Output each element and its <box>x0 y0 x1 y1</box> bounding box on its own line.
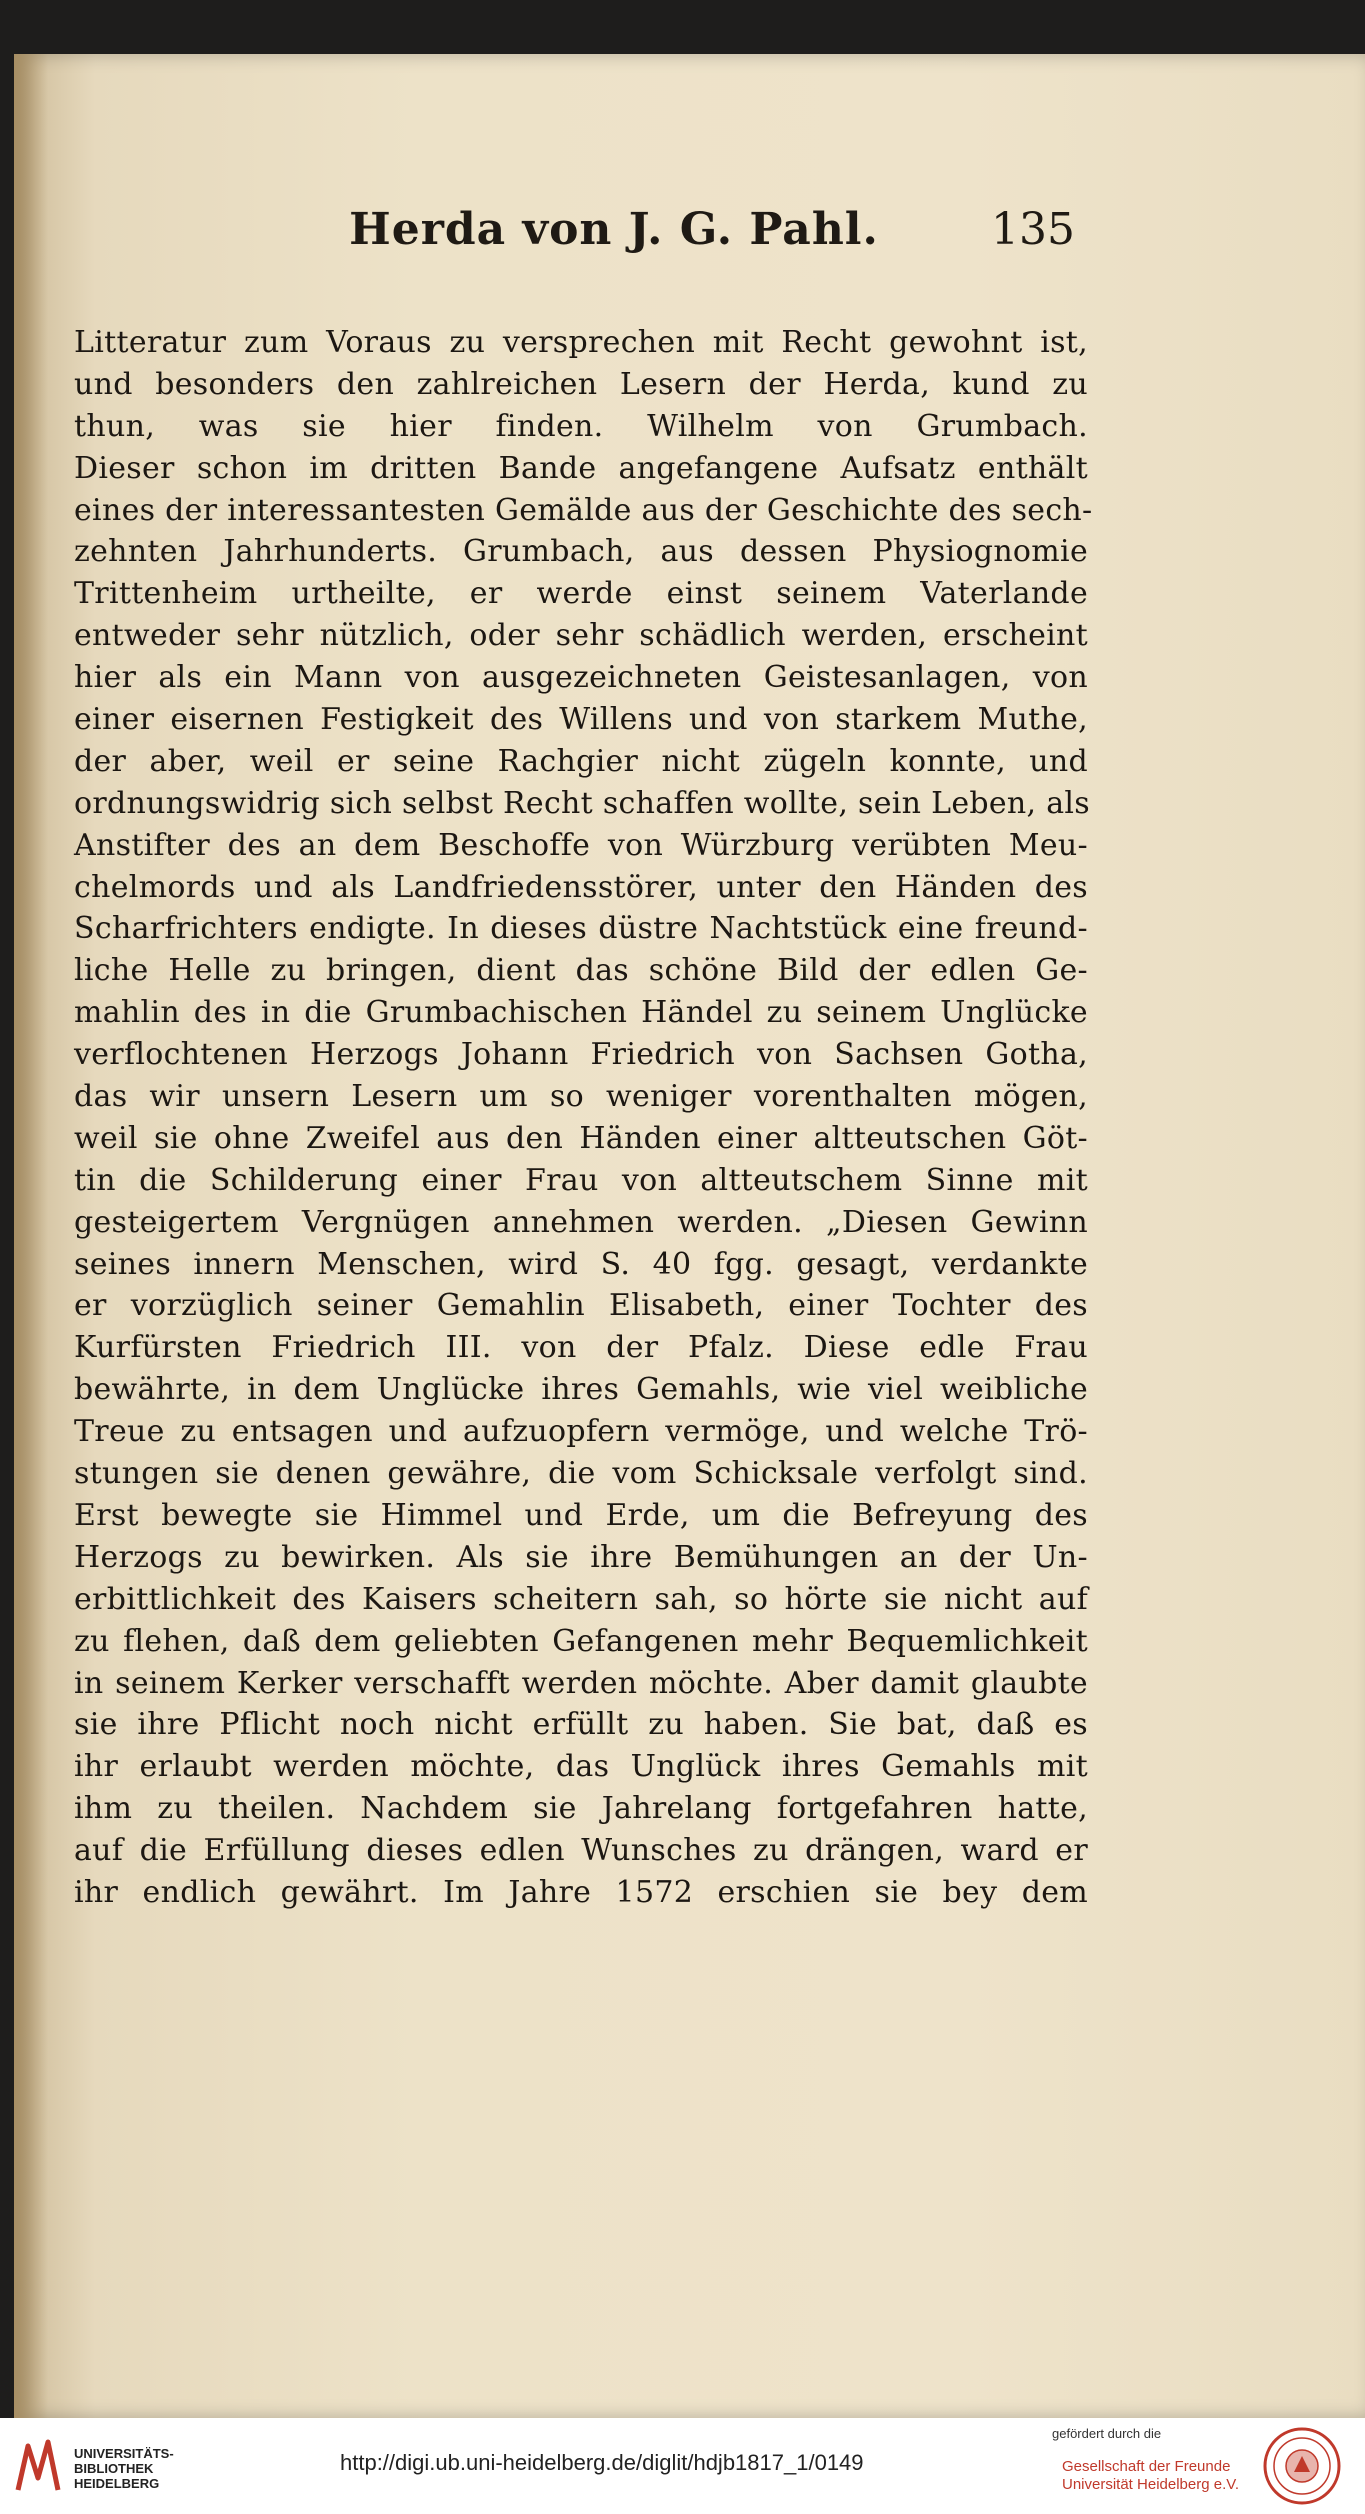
library-name-line: BIBLIOTHEK <box>74 2461 154 2476</box>
sponsor-name[interactable] <box>1062 2458 1262 2494</box>
text-line: Trittenheim urtheilte, er werde einst seinem Vaterlande <box>74 576 1088 612</box>
text-line: Kurfürsten Friedrich III. von der Pfalz. Diese edle Frau <box>74 1330 1088 1366</box>
page-number: 135 <box>991 204 1075 255</box>
text-line: tin die Schilderung einer Frau von altteutschem Sinne mit <box>74 1162 1088 1198</box>
text-line: erbittlichkeit des Kaisers scheitern sah, so hörte sie nicht auf <box>74 1581 1088 1617</box>
viewer-footer <box>0 2418 1365 2514</box>
sponsor-label: gefördert durch die <box>1052 2426 1162 2441</box>
text-line: eines der interessantesten Gemälde aus der Geschichte des sech- <box>74 492 1093 528</box>
text-line: ordnungswidrig sich selbst Recht schaffen wollte, sein Leben, als <box>74 785 1091 821</box>
book-page <box>14 54 1365 2418</box>
library-name <box>74 2446 214 2491</box>
text-line: sie ihre Pflicht noch nicht erfüllt zu haben. Sie bat, daß es <box>74 1707 1088 1743</box>
text-line: zehnten Jahrhunderts. Grumbach, aus dessen Physiognomie <box>74 534 1088 570</box>
permalink-url[interactable]: http://digi.ub.uni-heidelberg.de/diglit/hdjb1817_1/0149 <box>340 2450 864 2475</box>
text-line: und besonders den zahlreichen Lesern der Herda, kund zu <box>74 366 1088 402</box>
page-gutter-shadow <box>14 54 48 2418</box>
text-line: liche Helle zu bringen, dient das schöne Bild der edlen Ge- <box>74 953 1088 989</box>
text-line: Scharfrichters endigte. In dieses düstre Nachtstück eine freund- <box>74 911 1088 947</box>
library-logo-icon <box>14 2438 62 2494</box>
text-line: Dieser schon im dritten Bande angefangene Aufsatz enthält <box>74 450 1088 486</box>
body-text <box>74 322 1093 1914</box>
text-line: er vorzüglich seiner Gemahlin Elisabeth, einer Tochter des <box>74 1288 1088 1324</box>
library-name-line: UNIVERSITÄTS- <box>74 2446 174 2461</box>
text-line: Litteratur zum Voraus zu versprechen mit Recht gewohnt ist, <box>74 325 1088 360</box>
running-head <box>14 204 1365 264</box>
text-line: entweder sehr nützlich, oder sehr schädlich werden, erscheint <box>74 618 1088 654</box>
university-seal-icon <box>1262 2426 1342 2506</box>
text-line: hier als ein Mann von ausgezeichneten Geistesanlagen, von <box>74 660 1088 696</box>
text-line: Treue zu entsagen und aufzuopfern vermöge, und welche Trö- <box>74 1414 1088 1450</box>
text-line: ihm zu theilen. Nachdem sie Jahrelang fortgefahren hatte, <box>74 1791 1088 1827</box>
text-line: auf die Erfüllung dieses edlen Wunsches zu drängen, ward er <box>74 1833 1088 1869</box>
text-line: seines innern Menschen, wird S. 40 fgg. gesagt, verdankte <box>74 1246 1088 1282</box>
sponsor-name-line: Gesellschaft der Freunde <box>1062 2458 1231 2475</box>
text-line: verflochtenen Herzogs Johann Friedrich von Sachsen Gotha, <box>74 1037 1088 1073</box>
text-line: der aber, weil er seine Rachgier nicht zügeln konnte, und <box>74 743 1088 779</box>
text-line: stungen sie denen gewähre, die vom Schicksale verfolgt sind. <box>74 1456 1088 1492</box>
text-line: ihr erlaubt werden möchte, das Unglück ihres Gemahls mit <box>74 1749 1088 1785</box>
text-line: chelmords und als Landfriedensstörer, unter den Händen des <box>74 869 1088 905</box>
text-line: thun, was sie hier finden. Wilhelm von Grumbach. <box>74 408 1088 444</box>
text-line: ihr endlich gewährt. Im Jahre 1572 erschien sie bey dem <box>74 1874 1088 1910</box>
text-line: weil sie ohne Zweifel aus den Händen einer altteutschen Göt- <box>74 1120 1088 1156</box>
text-line: gesteigertem Vergnügen annehmen werden. „Diesen Gewinn <box>74 1204 1088 1240</box>
sponsor-name-line: Universität Heidelberg e.V. <box>1062 2476 1240 2493</box>
text-line: zu flehen, daß dem geliebten Gefangenen mehr Bequemlichkeit <box>74 1623 1088 1659</box>
library-name-line: HEIDELBERG <box>74 2476 160 2491</box>
text-line: in seinem Kerker verschafft werden möchte. Aber damit glaubte <box>74 1665 1088 1701</box>
running-title: Herda von J. G. Pahl. <box>349 204 879 255</box>
text-line: Erst bewegte sie Himmel und Erde, um die Befreyung des <box>74 1497 1088 1533</box>
text-line: das wir unsern Lesern um so weniger vorenthalten mögen, <box>74 1079 1088 1115</box>
text-line: mahlin des in die Grumbachischen Händel zu seinem Unglücke <box>74 995 1088 1031</box>
text-line: bewährte, in dem Unglücke ihres Gemahls, wie viel weibliche <box>74 1372 1088 1408</box>
text-line: einer eisernen Festigkeit des Willens und von starkem Muthe, <box>74 702 1088 738</box>
text-line: Anstifter des an dem Beschoffe von Würzburg verübten Meu- <box>74 827 1088 863</box>
text-line: Herzogs zu bewirken. Als sie ihre Bemühungen an der Un- <box>74 1539 1088 1575</box>
